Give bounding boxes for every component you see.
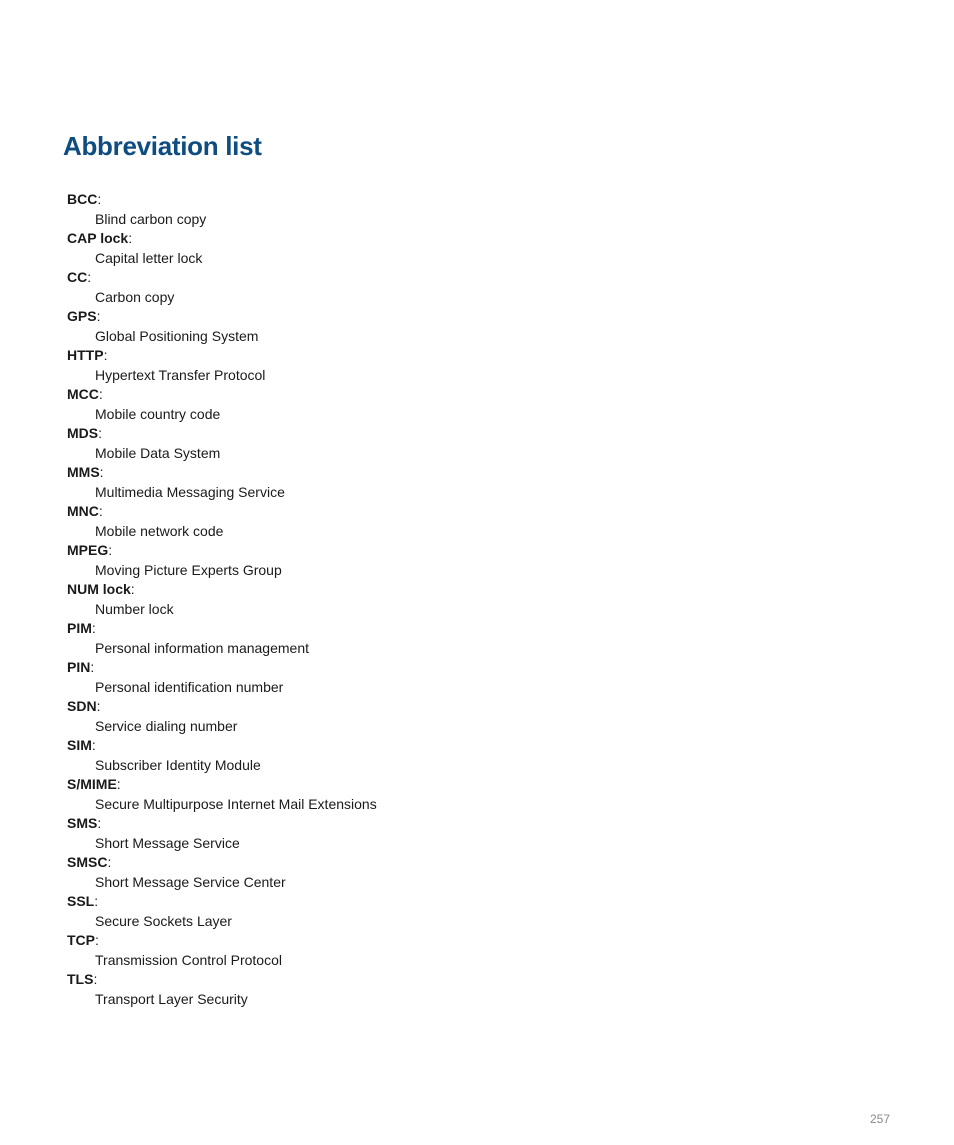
term-separator: : <box>108 542 113 558</box>
abbreviation-entry <box>67 853 377 892</box>
abbreviation-term-line <box>67 892 377 912</box>
abbreviation-entry <box>67 541 377 580</box>
abbreviation-term-line <box>67 931 377 951</box>
term-separator: : <box>130 581 135 597</box>
abbreviation-term-line <box>67 424 377 444</box>
abbreviation-entry <box>67 346 377 385</box>
abbreviation-term: SSL <box>67 893 95 909</box>
abbreviation-term: CC <box>67 269 88 285</box>
term-separator: : <box>93 971 98 987</box>
abbreviation-entry <box>67 229 377 268</box>
term-separator: : <box>103 347 108 363</box>
term-separator: : <box>96 308 101 324</box>
abbreviation-term-line <box>67 619 377 639</box>
abbreviation-term: CAP lock <box>67 230 129 246</box>
abbreviation-term: MMS <box>67 464 100 480</box>
abbreviation-term-line <box>67 580 377 600</box>
abbreviation-definition: Transport Layer Security <box>95 990 248 1007</box>
abbreviation-definition: Mobile network code <box>95 522 224 539</box>
abbreviation-entry <box>67 619 377 658</box>
abbreviation-term-line <box>67 970 377 990</box>
abbreviation-term-line <box>67 268 377 288</box>
term-separator: : <box>98 425 103 441</box>
abbreviation-term: MPEG <box>67 542 109 558</box>
term-separator: : <box>99 464 104 480</box>
abbreviation-entry <box>67 268 377 307</box>
term-separator: : <box>96 698 101 714</box>
abbreviation-definition: Blind carbon copy <box>95 210 207 227</box>
abbreviation-term-line <box>67 541 377 561</box>
term-separator: : <box>95 932 99 948</box>
abbreviation-term: SMS <box>67 815 98 831</box>
abbreviation-term-line <box>67 229 377 249</box>
abbreviation-term: HTTP <box>67 347 104 363</box>
abbreviation-list <box>67 190 377 1009</box>
term-separator: : <box>97 815 102 831</box>
abbreviation-definition: Mobile country code <box>95 405 221 422</box>
abbreviation-term-line <box>67 853 377 873</box>
abbreviation-term: PIM <box>67 620 92 636</box>
term-separator: : <box>91 737 96 753</box>
abbreviation-entry <box>67 697 377 736</box>
abbreviation-entry <box>67 463 377 502</box>
abbreviation-entry <box>67 502 377 541</box>
abbreviation-term-line <box>67 346 377 366</box>
abbreviation-definition: Subscriber Identity Module <box>95 756 261 773</box>
abbreviation-definition: Personal information management <box>95 639 310 656</box>
abbreviation-entry <box>67 892 377 931</box>
abbreviation-definition: Moving Picture Experts Group <box>95 561 282 578</box>
abbreviation-entry <box>67 424 377 463</box>
term-separator: : <box>87 269 92 285</box>
abbreviation-entry <box>67 736 377 775</box>
abbreviation-term: SMSC <box>67 854 108 870</box>
term-separator: : <box>97 191 102 207</box>
abbreviation-definition: Service dialing number <box>95 717 238 734</box>
abbreviation-term: TCP <box>67 932 95 948</box>
abbreviation-term: TLS <box>67 971 94 987</box>
abbreviation-definition: Mobile Data System <box>95 444 221 461</box>
abbreviation-term-line <box>67 307 377 327</box>
term-separator: : <box>116 776 121 792</box>
abbreviation-term-line <box>67 463 377 483</box>
abbreviation-entry <box>67 385 377 424</box>
abbreviation-term: PIN <box>67 659 91 675</box>
abbreviation-term-line <box>67 190 377 210</box>
abbreviation-entry <box>67 658 377 697</box>
abbreviation-entry <box>67 775 377 814</box>
abbreviation-term: MCC <box>67 386 99 402</box>
abbreviation-term-line <box>67 736 377 756</box>
abbreviation-definition: Transmission Control Protocol <box>95 951 282 968</box>
term-separator: : <box>98 503 103 519</box>
abbreviation-definition: Secure Multipurpose Internet Mail Extensions <box>95 795 377 812</box>
abbreviation-definition: Personal identification number <box>95 678 284 695</box>
abbreviation-definition: Number lock <box>95 600 174 617</box>
abbreviation-term: SIM <box>67 737 92 753</box>
term-separator: : <box>128 230 133 246</box>
abbreviation-term-line <box>67 385 377 405</box>
abbreviation-definition: Secure Sockets Layer <box>95 912 232 929</box>
abbreviation-term: MNC <box>67 503 99 519</box>
abbreviation-term: MDS <box>67 425 99 441</box>
abbreviation-term: NUM lock <box>67 581 131 597</box>
abbreviation-entry <box>67 307 377 346</box>
term-separator: : <box>90 659 95 675</box>
abbreviation-entry <box>67 970 377 1009</box>
abbreviation-entry <box>67 814 377 853</box>
abbreviation-definition: Multimedia Messaging Service <box>95 483 285 500</box>
abbreviation-term: SDN <box>67 698 97 714</box>
abbreviation-definition: Global Positioning System <box>95 327 259 344</box>
abbreviation-term: BCC <box>67 191 98 207</box>
term-separator: : <box>94 893 99 909</box>
page-number: 257 <box>869 1112 890 1126</box>
page-title: Abbreviation list <box>63 131 262 161</box>
abbreviation-entry <box>67 580 377 619</box>
abbreviation-entry <box>67 190 377 229</box>
abbreviation-term-line <box>67 502 377 522</box>
abbreviation-term-line <box>67 814 377 834</box>
term-separator: : <box>107 854 112 870</box>
abbreviation-definition: Short Message Service <box>95 834 240 851</box>
abbreviation-entry <box>67 931 377 970</box>
term-separator: : <box>98 386 103 402</box>
abbreviation-term-line <box>67 697 377 717</box>
abbreviation-term-line <box>67 775 377 795</box>
abbreviation-term: GPS <box>67 308 97 324</box>
abbreviation-term-line <box>67 658 377 678</box>
abbreviation-definition: Hypertext Transfer Protocol <box>95 366 266 383</box>
term-separator: : <box>91 620 96 636</box>
abbreviation-term: S/MIME <box>67 776 117 792</box>
abbreviation-definition: Carbon copy <box>95 288 175 305</box>
abbreviation-definition: Capital letter lock <box>95 249 203 266</box>
abbreviation-definition: Short Message Service Center <box>95 873 286 890</box>
